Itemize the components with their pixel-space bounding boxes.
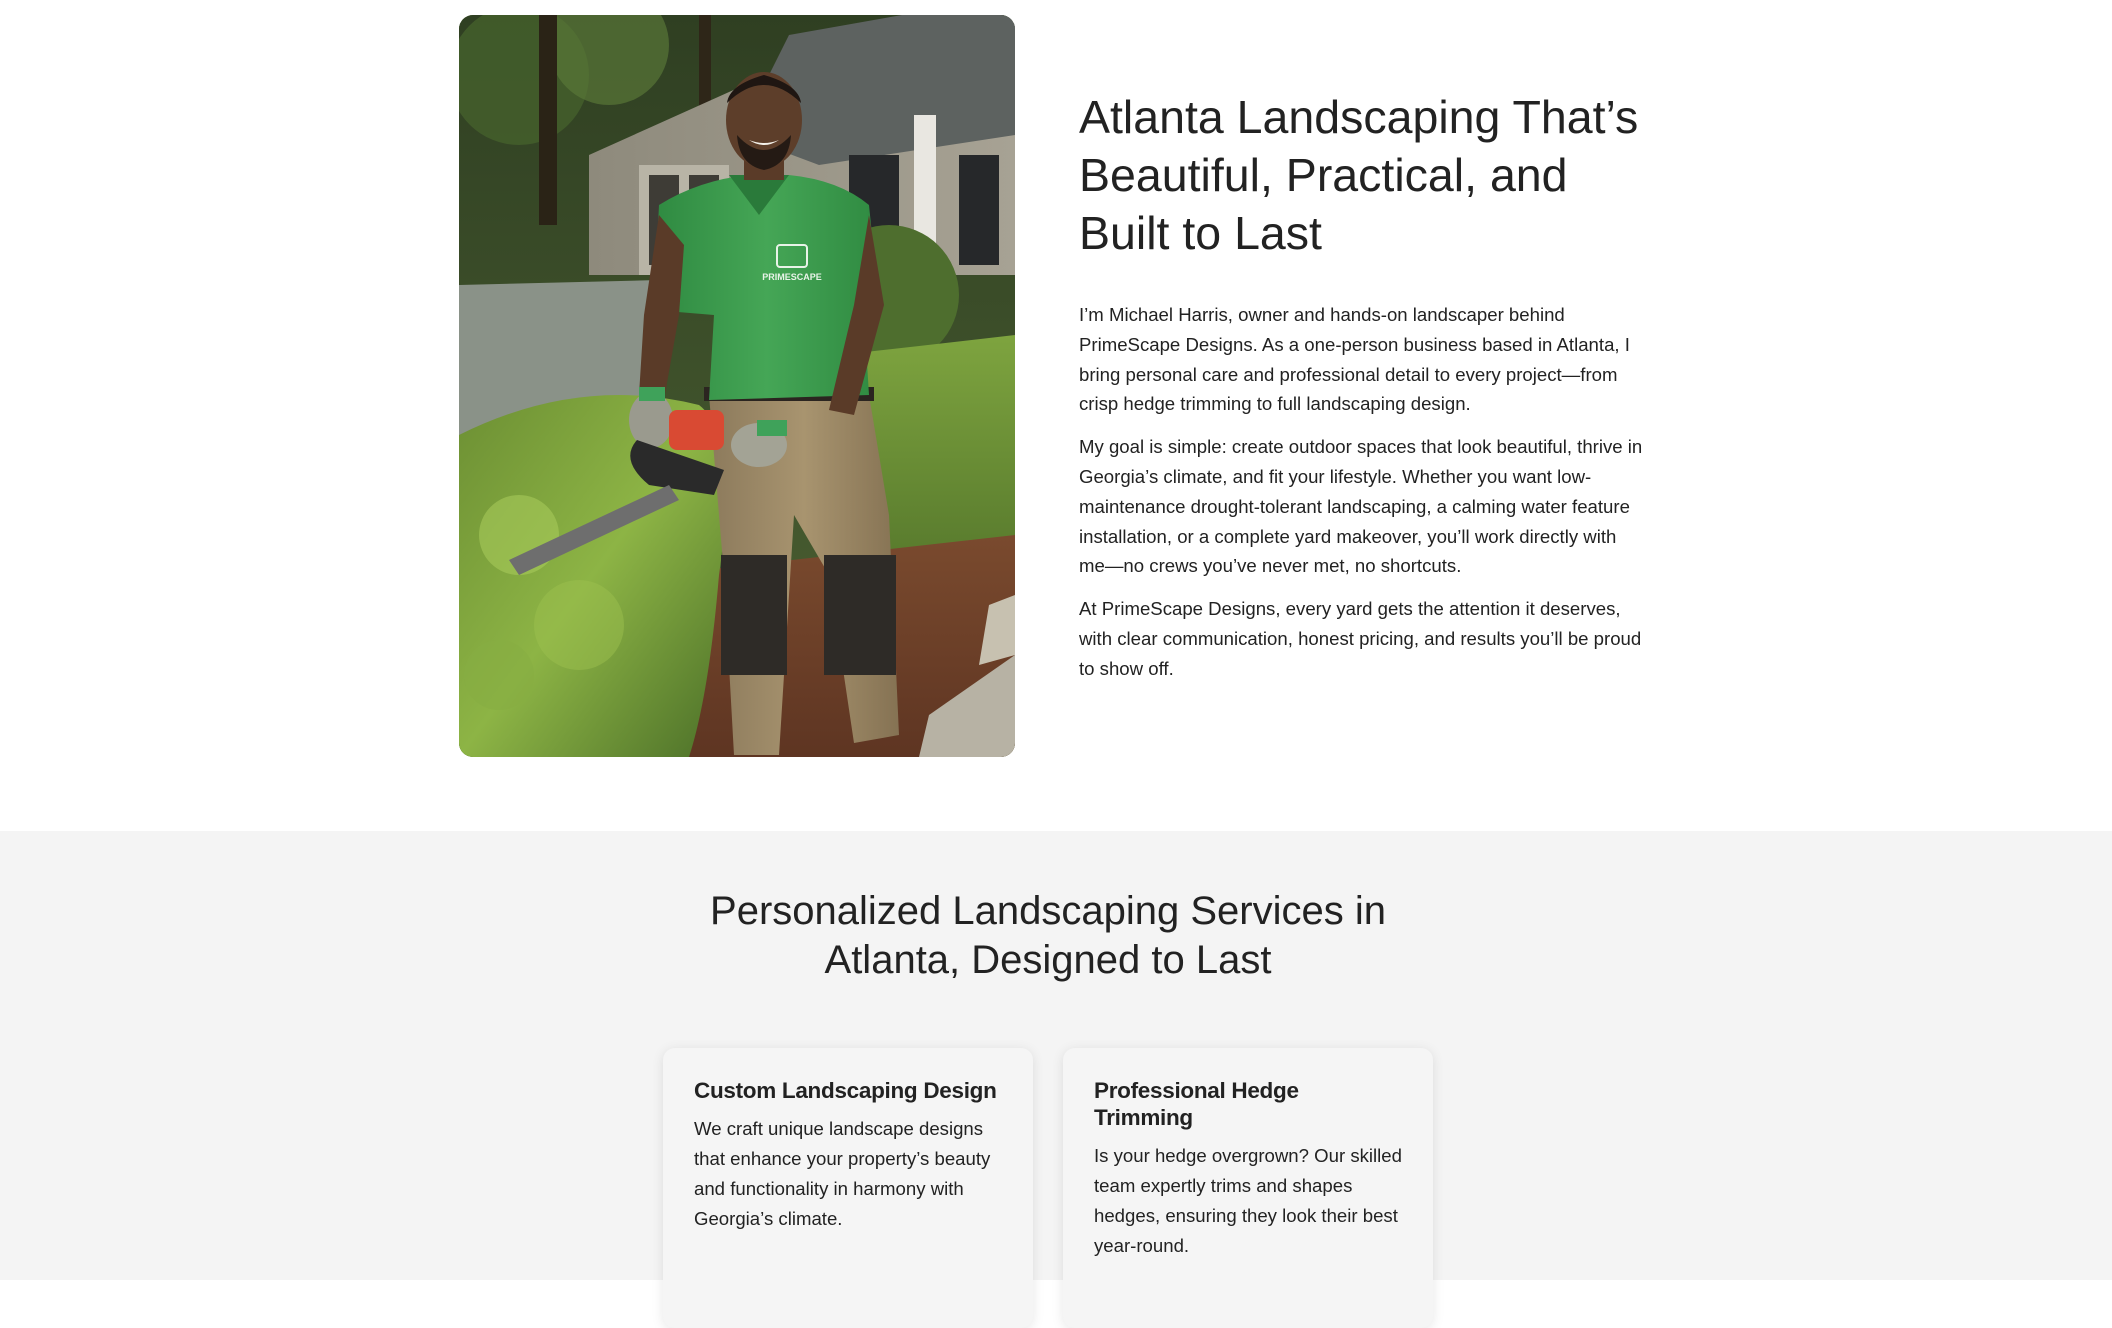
about-paragraph-promise: At PrimeScape Designs, every yard gets the attention it deserves, with clear communication, honest pricing, and results you’ll be proud to show off. <box>1079 598 1642 679</box>
landscaper-photo <box>459 15 1015 757</box>
about-paragraph-goal: My goal is simple: create outdoor spaces that look beautiful, thrive in Georgia’s climate, and fit your lifestyle. Whether you want low-maintenance drought-tolerant landscaping, a calming water feature installation, or a complete yard makeover, you’ll work directly with me—no crews you’ve never met, no shortcuts. <box>1079 436 1643 577</box>
about-body <box>1079 300 1645 684</box>
service-card-title: Professional Hedge Trimming <box>1094 1078 1299 1130</box>
services-heading: Personalized Landscaping Services in Atlanta, Designed to Last <box>710 889 1386 982</box>
about-heading: Atlanta Landscaping That’s Beautiful, Practical, and Built to Last <box>1079 91 1639 259</box>
services-section <box>0 831 2112 1280</box>
service-card-landscaping-design <box>663 1048 1033 1328</box>
service-card-description: We craft unique landscape designs that enhance your property’s beauty and functionality in harmony with Georgia’s climate. <box>694 1118 991 1229</box>
about-paragraph-intro: I’m Michael Harris, owner and hands-on landscaper behind PrimeScape Designs. As a one-person business based in Atlanta, I bring personal care and professional detail to every project—from crisp hedge trimming to full landscaping design. <box>1079 304 1630 415</box>
about-text-column <box>1079 88 1645 697</box>
service-card-description: Is your hedge overgrown? Our skilled team expertly trims and shapes hedges, ensuring they look their best year-round. <box>1094 1145 1402 1256</box>
svg-text:PRIMESCAPE: PRIMESCAPE <box>762 272 822 282</box>
service-card-hedge-trimming <box>1063 1048 1433 1328</box>
service-card-title: Custom Landscaping Design <box>694 1078 997 1103</box>
